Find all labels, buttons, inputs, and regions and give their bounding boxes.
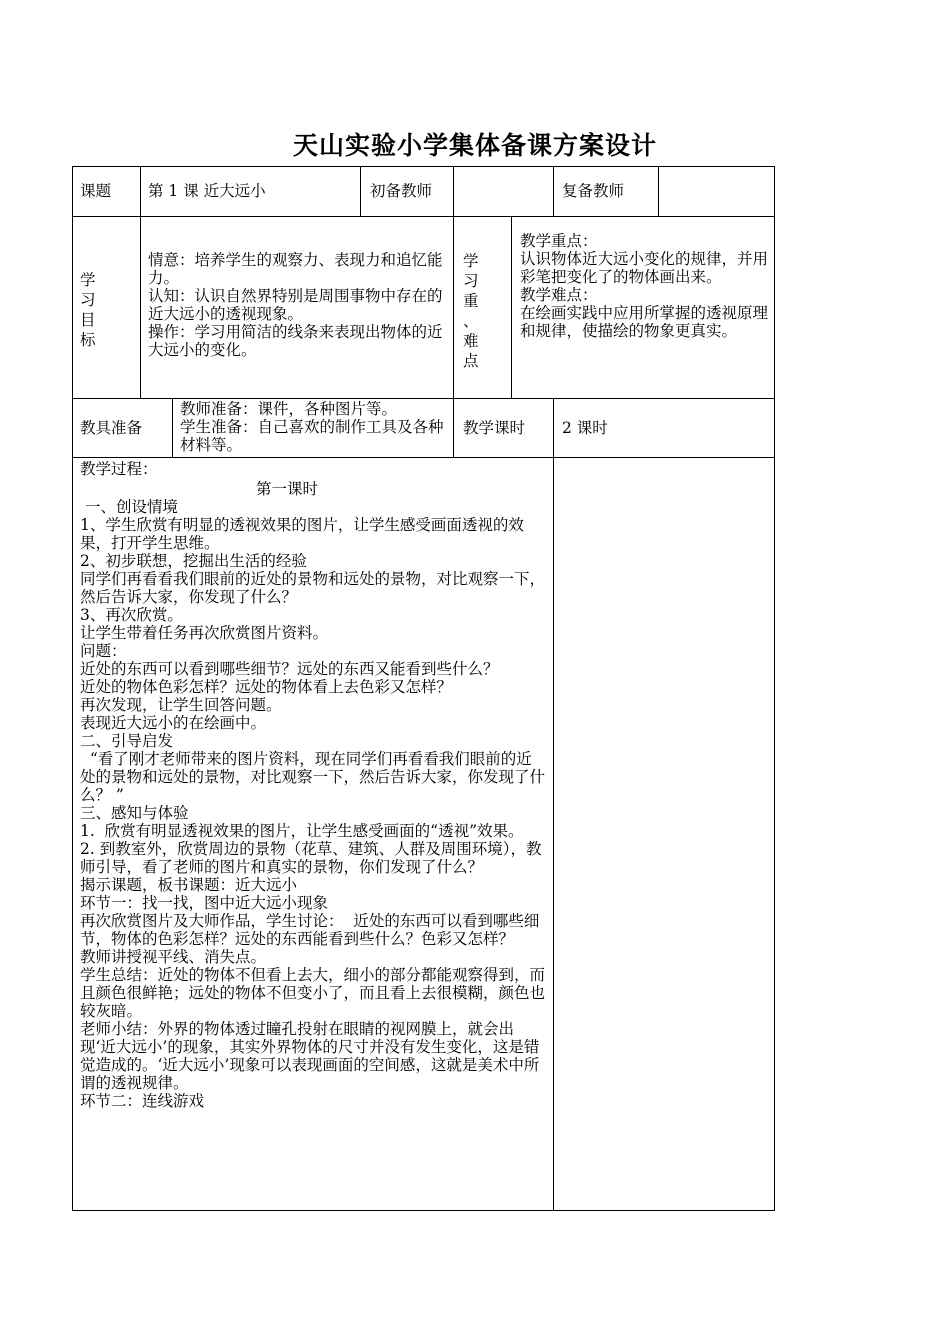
- table-border-bottom: [72, 1210, 775, 1211]
- table-row-divider-3: [72, 457, 775, 458]
- review-teacher-label-text: 复备教师: [562, 182, 625, 200]
- focus-content: 教学重点： 认识物体近大远小变化的规律，并用彩笔把变化了的物体画出来。 教学难点： 在绘画实践中应用所掌握的透视原理和规律，使描绘的物象更真实。: [520, 232, 769, 340]
- objectives-label: 学 习 目 标: [80, 271, 96, 349]
- col-divider-e: [658, 166, 659, 216]
- hours-label: [463, 398, 551, 457]
- col-divider-b: [360, 166, 361, 216]
- prep-label: [80, 398, 170, 457]
- prep-label-text: 教具准备: [80, 418, 143, 437]
- process-heading: 教学过程：: [80, 460, 158, 478]
- topic-value-text: 第 1 课 近大远小: [148, 182, 266, 200]
- hours-label-text: 教学课时: [463, 418, 526, 437]
- prep-content: 教师准备：课件，各种图片等。 学生准备：自己喜欢的制作工具及各种材料等。: [180, 400, 444, 454]
- topic-label-text: 课题: [80, 182, 112, 200]
- focus-label: 学 习 重 、 难 点: [463, 252, 479, 370]
- table-border-right: [774, 166, 775, 1211]
- page-title: 天山实验小学集体备课方案设计: [292, 131, 657, 160]
- col-divider-a: [140, 166, 141, 398]
- col-divider-c: [453, 166, 454, 457]
- session-title: 第一课时: [255, 480, 318, 498]
- table-row-divider-1: [72, 216, 775, 217]
- hours-value: [562, 398, 762, 457]
- review-teacher-label: [562, 166, 656, 216]
- initial-teacher-value: [460, 166, 550, 216]
- topic-value: [148, 166, 358, 216]
- table-border-left: [72, 166, 73, 1211]
- col-divider-d: [553, 166, 554, 216]
- hours-value-text: 2 课时: [562, 418, 608, 437]
- process-body: 一、创设情境 1、学生欣赏有明显的透视效果的图片，让学生感受画面透视的效果，打开学生思维。 2、初步联想，挖掘出生活的经验 同学们再看看我们眼前的近处的景物和远处的景物，对比观察一下，然后告诉大家，你发现了什么？ 3、再次欣赏。 让学生带着任务再次欣赏图片资料。 问题： 近处的东西可以看到哪些细节？远处的东西又能看到些什么？ 近处的物体色彩怎样？远处的物体看上去色彩又怎样？ 再次发现，让学生回答问题。 表现近大远小的在绘画中。 二、引导启发 “看了刚才老师带来的图片资料，现在同学们再看看我们眼前的近处的景物和远处的景物，对比观察一下，然后告诉大家，你发现了什么？ ” 三、感知与体验 1. 欣赏有明显透视效果的图片，让学生感受画面的“透视”效果。 2. 到教室外，欣赏周边的景物（花草、建筑、人群及周围环境），教师引导，看了老师的图片和真实的景物，你们发现了什么？ 揭示课题，板书课题：近大远小 环节一：找一找，图中近大远小现象 再次欣赏图片及大师作品，学生讨论： 近处的东西可以看到哪些细节，物体的色彩怎样？远处的东西能看到些什么？色彩又怎样？ 教师讲授视平线、消失点。 学生总结：近处的物体不但看上去大，细小的部分都能观察得到，而且颜色很鲜艳；远处的物体不但变小了，而且看上去很模糊，颜色也较灰暗。 老师小结：外界的物体透过瞳孔投射在眼睛的视网膜上，就会出现‘近大远小’的现象，其实外界物体的尺寸并没有发生变化，这是错觉造成的。‘近大远小’现象可以表现画面的空间感，这就是美术中所谓的透视规律。 环节二：连线游戏: [80, 498, 546, 1110]
- review-teacher-value: [666, 166, 772, 216]
- col-divider-f: [511, 216, 512, 398]
- col-divider-g: [172, 398, 173, 457]
- topic-label: [80, 166, 138, 216]
- initial-teacher-label-text: 初备教师: [370, 182, 433, 200]
- initial-teacher-label: [370, 166, 452, 216]
- objectives-content: 情意：培养学生的观察力、表现力和追忆能力。 认知：认识自然界特别是周围事物中存在的近大远小的透视现象。 操作：学习用简洁的线条来表现出物体的近大远小的变化。: [148, 251, 443, 359]
- col-divider-h: [553, 398, 554, 1210]
